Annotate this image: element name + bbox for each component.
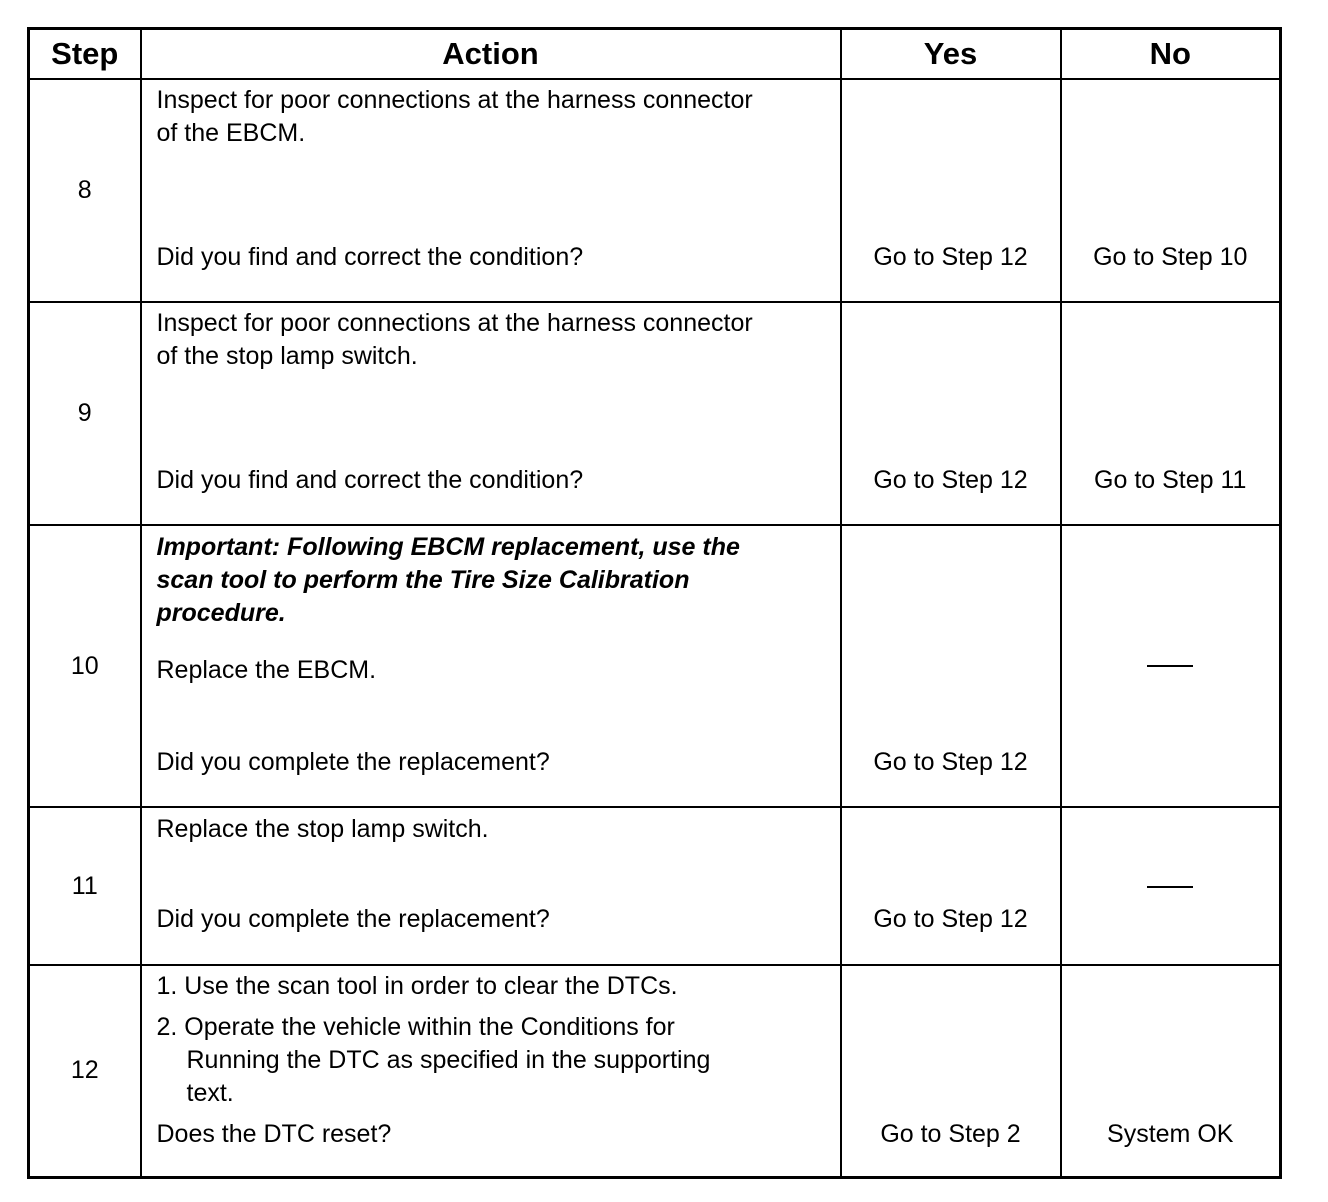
header-yes: Yes xyxy=(841,29,1061,80)
action-cell xyxy=(141,965,841,1177)
yes-cell xyxy=(841,525,1061,807)
action-line: of the EBCM. xyxy=(156,119,306,147)
yes-result: Go to Step 2 xyxy=(880,1120,1021,1148)
step-number: 12 xyxy=(29,965,141,1177)
header-action: Action xyxy=(141,29,841,80)
question-text: Did you complete the replacement? xyxy=(156,748,550,776)
important-note xyxy=(157,531,828,630)
yes-cell xyxy=(841,302,1061,525)
table-row xyxy=(29,79,1281,302)
action-text: Replace the stop lamp switch. xyxy=(156,815,489,843)
header-row xyxy=(29,29,1281,80)
step-number: 9 xyxy=(29,302,141,525)
header-no: No xyxy=(1061,29,1281,80)
yes-cell xyxy=(841,79,1061,302)
yes-cell xyxy=(841,807,1061,965)
list-item: 1. Use the scan tool in order to clear the DTCs. xyxy=(156,972,678,1000)
step-number: 11 xyxy=(29,807,141,965)
action-text: Replace the EBCM. xyxy=(156,656,377,684)
action-cell xyxy=(141,807,841,965)
no-result-dash xyxy=(1147,665,1193,667)
table-row xyxy=(29,302,1281,525)
important-line: scan tool to perform the Tire Size Calibration xyxy=(156,566,690,594)
list-line: 2. Operate the vehicle within the Conditions for xyxy=(156,1013,675,1041)
action-line: Inspect for poor connections at the harness connector xyxy=(156,309,753,337)
no-result: Go to Step 10 xyxy=(1093,243,1248,271)
no-cell xyxy=(1061,525,1281,807)
question-text: Does the DTC reset? xyxy=(156,1120,392,1148)
list-line: text. xyxy=(186,1079,234,1107)
action-cell xyxy=(141,525,841,807)
table-row xyxy=(29,807,1281,965)
no-cell xyxy=(1061,965,1281,1177)
table-row xyxy=(29,525,1281,807)
important-line: Important: Following EBCM replacement, use the xyxy=(156,533,740,561)
header-step: Step xyxy=(29,29,141,80)
question-text: Did you find and correct the condition? xyxy=(156,243,584,271)
action-line: Inspect for poor connections at the harness connector xyxy=(156,86,753,114)
no-result: System OK xyxy=(1107,1120,1234,1148)
table-row xyxy=(29,965,1281,1177)
question-text: Did you find and correct the condition? xyxy=(156,466,584,494)
yes-result: Go to Step 12 xyxy=(873,243,1028,271)
action-line: of the stop lamp switch. xyxy=(156,342,418,370)
important-line: procedure. xyxy=(156,599,286,627)
action-text xyxy=(157,84,828,150)
no-cell xyxy=(1061,79,1281,302)
yes-result: Go to Step 12 xyxy=(873,466,1028,494)
no-cell xyxy=(1061,807,1281,965)
no-result: Go to Step 11 xyxy=(1094,466,1247,494)
yes-result: Go to Step 12 xyxy=(873,748,1028,776)
step-number: 10 xyxy=(29,525,141,807)
list-item xyxy=(157,1011,828,1110)
action-cell xyxy=(141,79,841,302)
action-text xyxy=(157,307,828,373)
yes-cell xyxy=(841,965,1061,1177)
action-cell xyxy=(141,302,841,525)
diagnostic-table xyxy=(27,27,1282,1179)
no-result-dash xyxy=(1147,886,1193,888)
yes-result: Go to Step 12 xyxy=(873,905,1028,933)
question-text: Did you complete the replacement? xyxy=(156,905,550,933)
step-number: 8 xyxy=(29,79,141,302)
list-line: Running the DTC as specified in the supporting xyxy=(186,1046,711,1074)
no-cell xyxy=(1061,302,1281,525)
